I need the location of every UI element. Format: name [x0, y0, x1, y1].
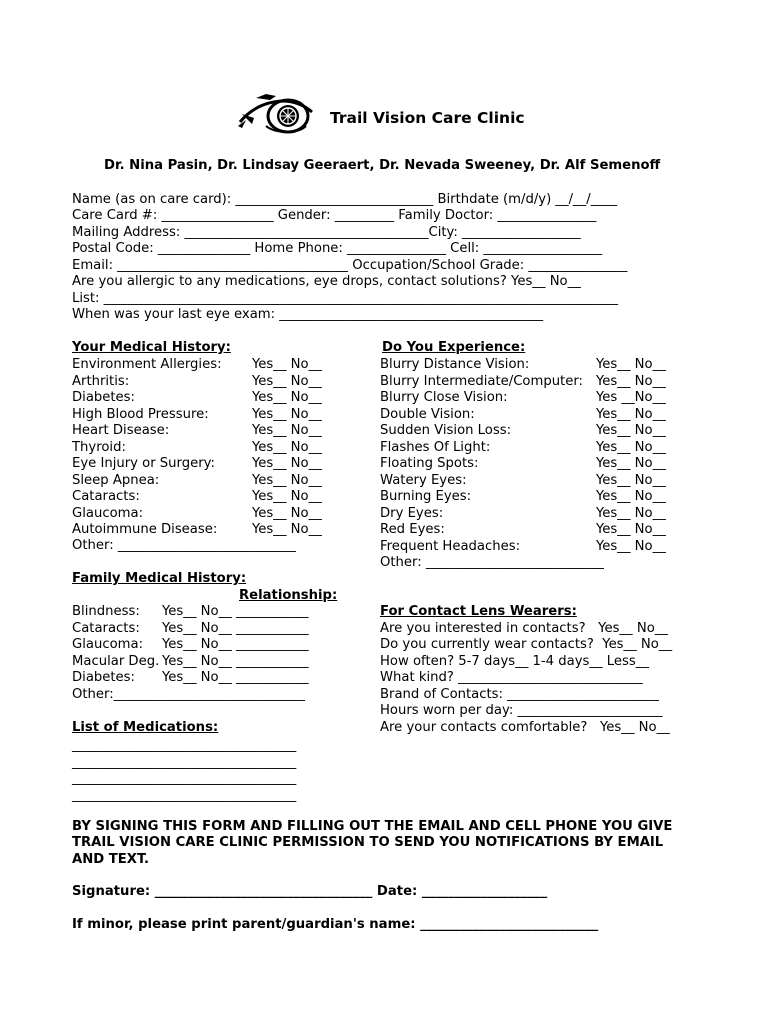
contacts-how-often[interactable]: How often? 5-7 days__ 1-4 days__ Less__	[380, 654, 649, 669]
symptom-answer[interactable]: Yes__ No__	[596, 423, 666, 438]
name-birthdate-line[interactable]: Name (as on care card): ______________________________ Birthdate (m/d/y) __/__/____	[72, 192, 618, 207]
medications-heading: List of Medications:	[72, 720, 219, 735]
symptom-answer[interactable]: Yes__ No__	[596, 456, 666, 471]
contacts-current[interactable]: Do you currently wear contacts? Yes__ No__	[380, 637, 673, 652]
carecard-gender-line[interactable]: Care Card #: _________________ Gender: _________ Family Doctor: _______________	[72, 208, 597, 223]
symptom-answer[interactable]: Yes__ No__	[596, 357, 666, 372]
family-history-other[interactable]: Other:_____________________________	[72, 687, 305, 702]
symptom-label: Blurry Close Vision:	[380, 390, 508, 405]
clinic-eye-logo-icon	[236, 92, 328, 136]
medical-condition-answer[interactable]: Yes__ No__	[252, 423, 322, 438]
doctors-list: Dr. Nina Pasin, Dr. Lindsay Geeraert, Dr. Nevada Sweeney, Dr. Alf Semenoff	[104, 158, 661, 173]
consent-text-line: AND TEXT.	[72, 852, 149, 867]
symptom-answer[interactable]: Yes__ No__	[596, 472, 666, 488]
experience-other[interactable]: Other: ___________________________	[380, 555, 604, 570]
address-city-line[interactable]: Mailing Address: _____________________________________City: __________________	[72, 225, 581, 240]
medical-condition-label: Autoimmune Disease:	[72, 522, 218, 537]
contacts-what-kind[interactable]: What kind? ____________________________	[380, 670, 643, 685]
medical-condition-answer[interactable]: Yes__ No__	[252, 406, 322, 422]
contacts-heading: For Contact Lens Wearers:	[380, 604, 577, 619]
medical-condition-answer[interactable]: Yes__ No__	[252, 390, 322, 405]
family-history-heading: Family Medical History:	[72, 571, 247, 586]
medical-condition-answer[interactable]: Yes__ No__	[252, 373, 322, 389]
medical-condition-label: Eye Injury or Surgery:	[72, 456, 215, 471]
symptom-label: Blurry Intermediate/Computer:	[380, 373, 583, 389]
medication-line[interactable]: __________________________________	[72, 738, 297, 753]
signature-date-line[interactable]: Signature: _________________________________ Date: ___________________	[72, 884, 548, 899]
family-condition-label: Macular Deg.	[72, 653, 160, 669]
medical-condition-answer[interactable]: Yes__ No__	[252, 505, 322, 521]
family-condition-answer[interactable]: Yes__ No__ ___________	[162, 653, 309, 669]
family-condition-label: Cataracts:	[72, 620, 140, 636]
symptom-label: Sudden Vision Loss:	[380, 423, 512, 438]
contacts-comfortable[interactable]: Are your contacts comfortable? Yes__ No__	[380, 720, 670, 735]
medical-condition-answer[interactable]: Yes__ No__	[252, 439, 322, 455]
symptom-label: Flashes Of Light:	[380, 439, 491, 455]
contacts-hours[interactable]: Hours worn per day: ______________________	[380, 703, 663, 718]
consent-text-line: TRAIL VISION CARE CLINIC PERMISSION TO SEND YOU NOTIFICATIONS BY EMAIL	[72, 835, 664, 850]
consent-text-line: BY SIGNING THIS FORM AND FILLING OUT THE EMAIL AND CELL PHONE YOU GIVE	[72, 819, 673, 834]
medical-condition-label: Environment Allergies:	[72, 357, 222, 372]
symptom-answer[interactable]: Yes __No__	[596, 390, 666, 405]
medical-condition-label: Cataracts:	[72, 489, 140, 504]
symptom-answer[interactable]: Yes__ No__	[596, 406, 666, 422]
medical-condition-label: Arthritis:	[72, 373, 130, 389]
family-condition-answer[interactable]: Yes__ No__ ___________	[162, 670, 309, 685]
contacts-interested[interactable]: Are you interested in contacts? Yes__ No__	[380, 621, 668, 636]
medical-condition-answer[interactable]: Yes__ No__	[252, 489, 322, 504]
medical-condition-label: Sleep Apnea:	[72, 472, 160, 488]
experience-heading: Do You Experience:	[382, 340, 526, 355]
guardian-name-line[interactable]: If minor, please print parent/guardian's name: ___________________________	[72, 917, 599, 932]
email-occupation-line[interactable]: Email: ___________________________________ Occupation/School Grade: _______________	[72, 258, 628, 273]
medical-condition-answer[interactable]: Yes__ No__	[252, 472, 322, 488]
contacts-brand[interactable]: Brand of Contacts: _______________________	[380, 687, 659, 702]
symptom-answer[interactable]: Yes__ No__	[596, 505, 666, 521]
medical-condition-answer[interactable]: Yes__ No__	[252, 522, 322, 537]
symptom-answer[interactable]: Yes__ No__	[596, 489, 666, 504]
symptom-label: Double Vision:	[380, 406, 475, 422]
allergy-question[interactable]: Are you allergic to any medications, eye drops, contact solutions? Yes__ No__	[72, 274, 581, 289]
allergy-list-line[interactable]: List: ______________________________________________________________________________	[72, 291, 618, 306]
medical-history-heading: Your Medical History:	[72, 340, 231, 355]
medication-line[interactable]: __________________________________	[72, 755, 297, 770]
family-condition-answer[interactable]: Yes__ No__ ___________	[162, 620, 309, 636]
medication-line[interactable]: __________________________________	[72, 788, 297, 803]
postal-phone-line[interactable]: Postal Code: ______________ Home Phone: _______________ Cell: __________________	[72, 241, 603, 256]
medical-condition-label: High Blood Pressure:	[72, 406, 209, 422]
medical-condition-label: Heart Disease:	[72, 423, 170, 438]
symptom-answer[interactable]: Yes__ No__	[596, 522, 666, 537]
family-condition-answer[interactable]: Yes__ No__ ___________	[162, 637, 309, 652]
medical-condition-label: Diabetes:	[72, 390, 135, 405]
medical-condition-answer[interactable]: Yes__ No__	[252, 456, 322, 471]
relationship-label: Relationship:	[239, 588, 338, 603]
family-condition-label: Glaucoma:	[72, 637, 144, 652]
clinic-name: Trail Vision Care Clinic	[330, 109, 525, 127]
symptom-label: Blurry Distance Vision:	[380, 357, 530, 372]
symptom-answer[interactable]: Yes__ No__	[596, 439, 666, 455]
symptom-answer[interactable]: Yes__ No__	[596, 373, 666, 389]
symptom-answer[interactable]: Yes__ No__	[596, 538, 666, 554]
family-condition-label: Blindness:	[72, 604, 140, 619]
family-condition-label: Diabetes:	[72, 670, 135, 685]
symptom-label: Dry Eyes:	[380, 505, 444, 521]
medical-history-other[interactable]: Other: ___________________________	[72, 538, 296, 553]
last-exam-line[interactable]: When was your last eye exam: ________________________________________	[72, 307, 544, 322]
symptom-label: Burning Eyes:	[380, 489, 472, 504]
medical-condition-label: Glaucoma:	[72, 505, 144, 521]
medication-line[interactable]: __________________________________	[72, 771, 297, 786]
symptom-label: Watery Eyes:	[380, 472, 467, 488]
symptom-label: Floating Spots:	[380, 456, 479, 471]
medical-condition-answer[interactable]: Yes__ No__	[252, 357, 322, 372]
symptom-label: Red Eyes:	[380, 522, 445, 537]
medical-condition-label: Thyroid:	[72, 439, 126, 455]
symptom-label: Frequent Headaches:	[380, 538, 521, 554]
family-condition-answer[interactable]: Yes__ No__ ___________	[162, 604, 309, 619]
